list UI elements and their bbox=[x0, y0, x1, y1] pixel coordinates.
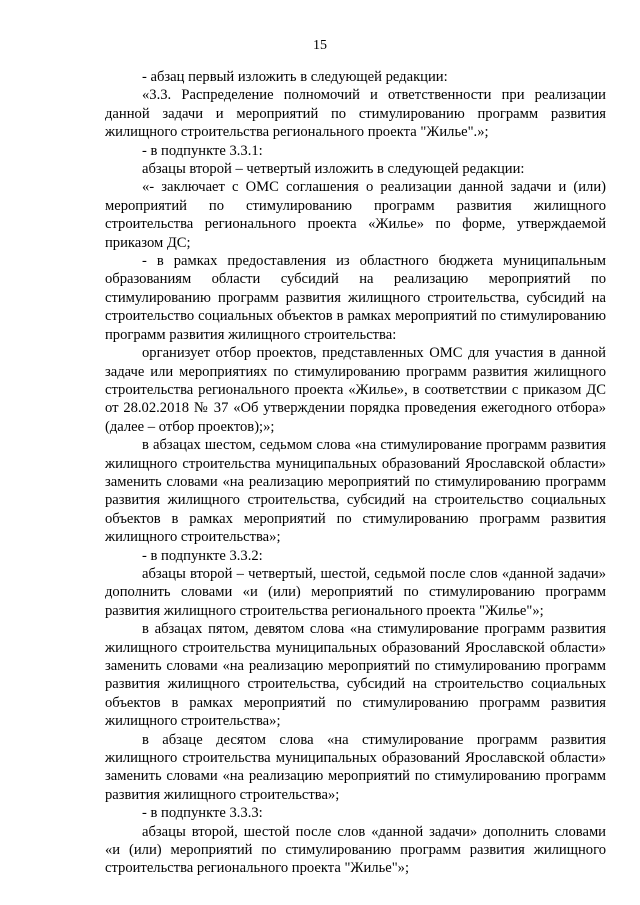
paragraph: - в рамках предоставления из областного бюджета муниципальным образованиям области субсидий на реализацию мероприятий по стимулированию программ развития жилищного строительства, субсидий на строительство социальных объектов в рамках мероприятий по стимулированию программ развития жилищного строительства: bbox=[105, 253, 606, 343]
document-body bbox=[105, 68, 606, 878]
paragraph: в абзацах пятом, девятом слова «на стимулирование программ развития жилищного строительства муниципальных образований Ярославской области» заменить словами «на реализацию мероприятий по стимулированию программ развития жилищного строительства, субсидий на строительство социальных объектов в рамках мероприятий по стимулированию программ развития жилищного строительства»; bbox=[105, 621, 606, 730]
paragraph: - в подпункте 3.3.1: bbox=[142, 142, 263, 159]
paragraph: абзацы второй – четвертый изложить в следующей редакции: bbox=[142, 161, 525, 178]
paragraph: - абзац первый изложить в следующей редакции: bbox=[142, 69, 448, 85]
paragraph: - в подпункте 3.3.2: bbox=[142, 547, 263, 564]
paragraph: абзацы второй – четвертый, шестой, седьмой после слов «данной задачи» дополнить словами «и (или) мероприятий по стимулированию программ развития жилищного строительства регионального проекта "Жилье"»; bbox=[105, 565, 606, 619]
paragraph: в абзаце десятом слова «на стимулирование программ развития жилищного строительства муниципальных образований Ярославской области» заменить словами «на реализацию мероприятий по стимулированию программ развития жилищного строительства»; bbox=[105, 731, 606, 803]
paragraph: «3.3. Распределение полномочий и ответственности при реализации данной задачи и мероприятий по стимулированию программ развития жилищного строительства регионального проекта "Жилье".»; bbox=[105, 87, 606, 141]
paragraph: организует отбор проектов, представленных ОМС для участия в данной задаче или мероприятиях по стимулированию программ развития жилищного строительства регионального проекта «Жилье», в соответствии с приказом ДС от 28.02.2018 № 37 «Об утверждении порядка проведения ежегодного отбора» (далее – отбор проектов);»; bbox=[105, 345, 606, 435]
paragraph: в абзацах шестом, седьмом слова «на стимулирование программ развития жилищного строительства муниципальных образований Ярославской области» заменить словами «на реализацию мероприятий по стимулированию программ развития жилищного строительства, субсидий на строительство социальных объектов в рамках мероприятий по стимулированию программ развития жилищного строительства»; bbox=[105, 437, 606, 546]
paragraph: - в подпункте 3.3.3: bbox=[142, 805, 263, 822]
paragraph: «- заключает с ОМС соглашения о реализации данной задачи и (или) мероприятий по стимулированию программ развития жилищного строительства регионального проекта «Жилье» по форме, утверждаемой приказом ДС; bbox=[105, 179, 606, 251]
page-number: 15 bbox=[313, 38, 327, 53]
paragraph: абзацы второй, шестой после слов «данной задачи» дополнить словами «и (или) мероприятий по стимулированию программ развития жилищного строительства регионального проекта "Жилье"»; bbox=[105, 823, 606, 877]
